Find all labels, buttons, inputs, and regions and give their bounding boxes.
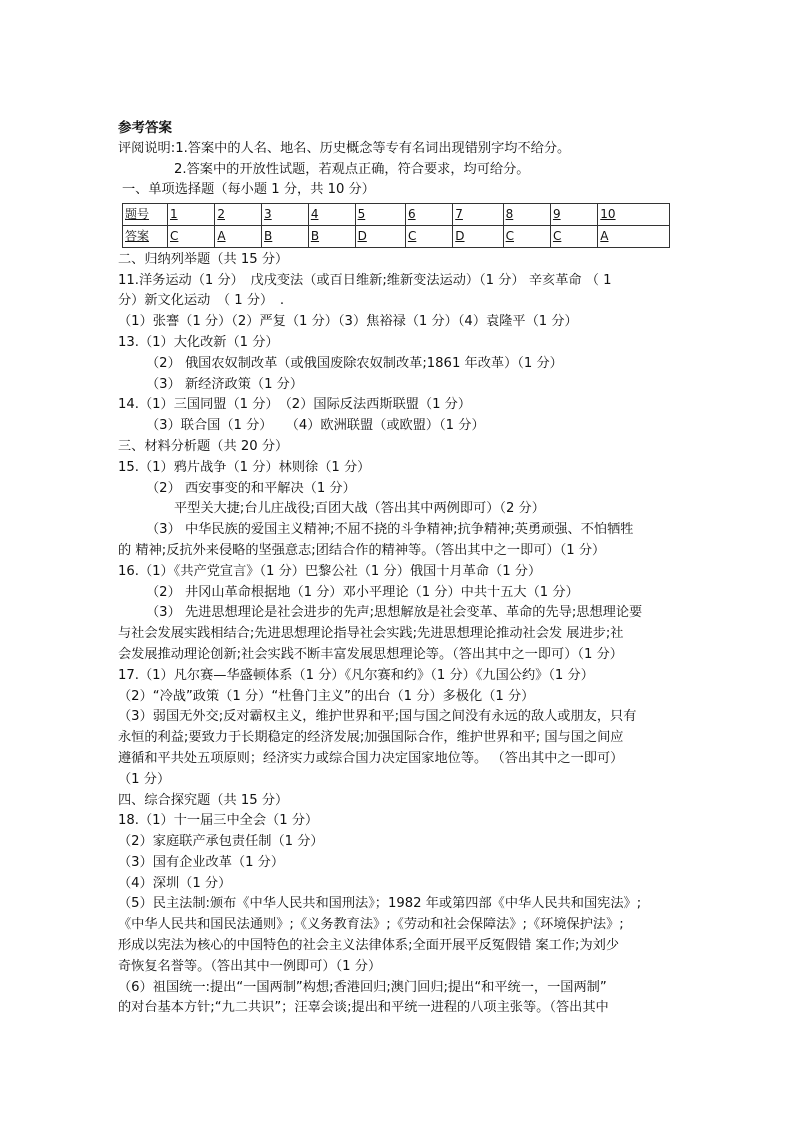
answer-line: （3）弱国无外交;反对霸权主义，维护世界和平;国与国之间没有永远的敌人或朋友，只有 [118, 709, 637, 725]
answer-line: 18.（1）十一届三中全会（1 分） [118, 813, 319, 829]
answer-line: （2）“冷战”政策（1 分）“杜鲁门主义”的出台（1 分）多极化（1 分） [118, 688, 535, 704]
answer-line: （3）国有企业改革（1 分） [118, 854, 285, 870]
table-cell: A [215, 225, 262, 247]
table-cell: 1 [168, 204, 215, 226]
section-2-heading: 二、归纳列举题（共 15 分） [118, 251, 289, 267]
answer-line: 永恒的利益;要致力于长期稳定的经济发展;加强国际合作，维护世界和平; 国与国之间应 [118, 730, 624, 746]
table-cell: C [168, 225, 215, 247]
table-cell: 8 [503, 204, 550, 226]
table-cell: 7 [453, 204, 503, 226]
table-cell: B [308, 225, 355, 247]
answer-line: 《中华人民共和国民法通则》;《义务教育法》;《劳动和社会保障法》;《环境保护法》; [118, 917, 624, 933]
answer-line: 会发展推动理论创新;社会实践不断丰富发展思想理论等。（答出其中之一即可）（1 分） [118, 646, 623, 662]
table-cell: D [453, 225, 503, 247]
section-4-heading: 四、综合探究题（共 15 分） [118, 792, 289, 808]
table-cell: 5 [355, 204, 405, 226]
answer-line: （3） 新经济政策（1 分） [146, 376, 304, 392]
table-header-cell: 答案 [123, 225, 168, 247]
table-cell: 9 [550, 204, 597, 226]
answer-table [122, 203, 670, 248]
answer-line: 的 精神;反抗外来侵略的坚强意志;团结合作的精神等。（答出其中之一即可）（1 分） [118, 542, 606, 558]
grading-note-2: 2.答案中的开放性试题，若观点正确，符合要求，均可给分。 [174, 161, 530, 177]
answer-line: （3）联合国（1 分） （4）欧洲联盟（或欧盟）（1 分） [146, 418, 485, 434]
answer-line: 奇恢复名誉等。（答出其中一例即可）（1 分） [118, 958, 382, 974]
answer-line: （3） 先进思想理论是社会进步的先声;思想解放是社会变革、革命的先导;思想理论要 [146, 605, 643, 621]
table-cell: 6 [405, 204, 452, 226]
table-cell: 3 [262, 204, 309, 226]
answer-line: （1）张謇（1 分）（2）严复（1 分）（3）焦裕禄（1 分）（4）袁隆平（1 分） [118, 314, 578, 330]
table-cell: D [355, 225, 405, 247]
answer-line: 14.（1）三国同盟（1 分） （2）国际反法西斯联盟（1 分） [118, 397, 472, 413]
section-1-heading: 一、单项选择题（每小题 1 分，共 10 分） [122, 182, 375, 198]
table-header-cell: 题号 [123, 204, 168, 226]
answer-line: （2） 俄国农奴制改革（或俄国废除农奴制改革;1861 年改革）（1 分） [146, 355, 563, 371]
answer-line: （3） 中华民族的爱国主义精神;不屈不挠的斗争精神;抗争精神;英勇顽强、不怕牺牲 [146, 522, 634, 538]
answer-line: 平型关大捷;台儿庄战役;百团大战（答出其中两例即可）（2 分） [174, 501, 545, 517]
answer-line: 13.（1）大化改新（1 分） [118, 334, 279, 350]
answer-line: （4）深圳（1 分） [118, 875, 232, 891]
table-row [123, 225, 670, 247]
table-cell: B [262, 225, 309, 247]
table-cell: 4 [308, 204, 355, 226]
table-cell: 2 [215, 204, 262, 226]
answer-line: 形成以宪法为核心的中国特色的社会主义法律体系;全面开展平反冤假错 案工作;为刘少 [118, 938, 620, 954]
answer-line: （2） 西安事变的和平解决（1 分） [146, 480, 356, 496]
answer-line: （2） 井冈山革命根据地（1 分）邓小平理论（1 分）中共十五大（1 分） [146, 584, 579, 600]
table-cell: A [598, 225, 670, 247]
answer-line: 与社会发展实践相结合;先进思想理论指导社会实践;先进思想理论推动社会发 展进步;社 [118, 626, 624, 642]
grading-note-1: 评阅说明:1.答案中的人名、地名、历史概念等专有名词出现错别字均不给分。 [118, 140, 571, 156]
answer-line: 17.（1）凡尔赛—华盛顿体系（1 分）《凡尔赛和约》（1 分）《九国公约》（1 分） [118, 667, 594, 683]
answer-line: 的对台基本方针;“九二共识”；汪辜会谈;提出和平统一进程的八项主张等。（答出其中 [118, 1000, 609, 1016]
answer-document [118, 118, 678, 1019]
table-cell: 10 [598, 204, 670, 226]
page-title: 参考答案 [118, 120, 172, 136]
answer-line: 分）新文化运动 （ 1 分） . [118, 293, 285, 309]
answer-line: （6）祖国统一:提出“一国两制”构想;香港回归;澳门回归;提出“和平统一，一国两制” [118, 979, 607, 995]
answer-line: （1 分） [118, 771, 171, 787]
answer-line: 遵循和平共处五项原则；经济实力或综合国力决定国家地位等。 （答出其中之一即可） [118, 750, 624, 766]
answer-line: 16.（1）《共产党宣言》（1 分）巴黎公社（1 分）俄国十月革命（1 分） [118, 563, 542, 579]
answer-line: 11.洋务运动（1 分） 戊戌变法（或百日维新;维新变法运动）（1 分） 辛亥革命 （ 1 [118, 272, 612, 288]
table-cell: C [405, 225, 452, 247]
section-3-heading: 三、材料分析题（共 20 分） [118, 438, 289, 454]
table-row [123, 204, 670, 226]
answer-line: （5）民主法制:颁布《中华人民共和国刑法》；1982 年或第四部《中华人民共和国宪法》; [118, 896, 642, 912]
answer-line: （2）家庭联产承包责任制（1 分） [118, 834, 324, 850]
answer-line: 15.（1）鸦片战争（1 分）林则徐（1 分） [118, 459, 371, 475]
table-cell: C [550, 225, 597, 247]
table-cell: C [503, 225, 550, 247]
